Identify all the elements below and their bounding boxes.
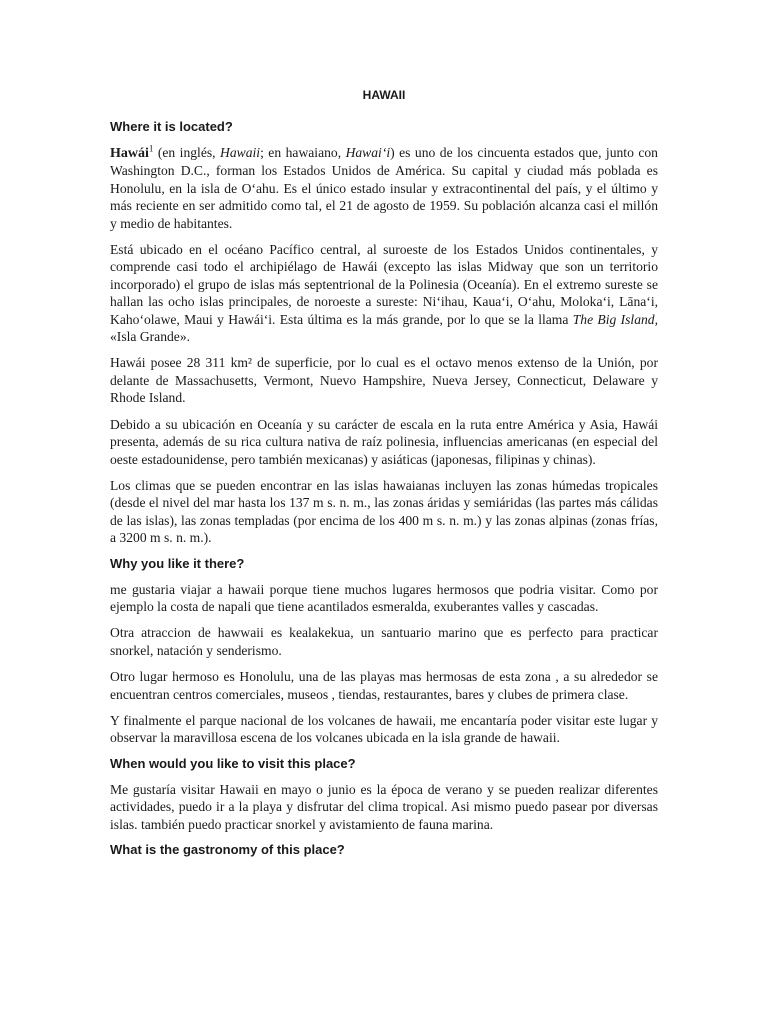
document-title: HAWAII bbox=[362, 88, 406, 102]
section-heading-location: Where it is located? bbox=[110, 119, 233, 134]
paragraph: Y finalmente el parque nacional de los volcanes de hawaii, me encantaría poder visitar este lugar y observar la maravillosa escena de los volcanes ubicada en la isla grande de hawaii. bbox=[110, 712, 658, 746]
section-heading-when: When would you like to visit this place? bbox=[110, 755, 356, 771]
paragraph: Otra atraccion de hawwaii es kealakekua, un santuario marino que es perfecto para practicar snorkel, natación y senderismo. bbox=[110, 625, 658, 658]
paragraph: Me gustaría visitar Hawaii en mayo o junio es la época de verano y se pueden realizar diferentes actividades, puedo ir a la playa y disfrutar del clima tropical. Asi mismo puedo pasear por diversas islas. también puedo practicar snorkel y avistamiento de fauna marina. bbox=[110, 781, 658, 832]
section-heading-gastronomy: What is the gastronomy of this place? bbox=[110, 842, 345, 857]
italic-run: The Big Island, bbox=[572, 311, 658, 327]
paragraph: me gustaria viajar a hawaii porque tiene muchos lugares hermosos que podria visitar. Como por ejemplo la costa de napali que tiene acantilados esmeralda, exuberantes valles y cascadas. bbox=[110, 581, 658, 614]
italic-run: Hawai‘i bbox=[345, 145, 391, 160]
section-heading-why: Why you like it there? bbox=[110, 555, 245, 571]
text-run: ) es uno de los cincuenta estados que, junto con Washington D.C., forman los Estados Unidos de América. Su capital y ciudad más poblada es Honolulu, en la isla de O‘ahu. Es el único estado insular y extracontinental del país, y el último y más reciente en ser admitido como tal, el 21 de agosto de 1959. Su población alcanza casi el millón y medio de habitantes. bbox=[110, 145, 658, 231]
paragraph bbox=[110, 241, 658, 345]
text-run: (en inglés, bbox=[153, 145, 221, 160]
text-run: Está ubicado en el océano Pacífico central, al suroeste de los Estados Unidos continentales, y comprende casi todo el archipiélago de Hawái (excepto las islas Midway que son un territorio incorporado) el grupo de islas más septentrional de la Polinesia (Oceanía). En el extremo sureste se hallan las ocho islas principales, de noroeste a sureste: Ni‘ihau, Kaua‘i, O‘ahu, Moloka‘i, Lāna‘i, Kaho‘olawe, Maui y Hawái‘i. Esta última es la más grande, por lo que se la llama bbox=[110, 242, 658, 327]
text-run: ; en hawaiano, bbox=[260, 145, 346, 160]
paragraph: Debido a su ubicación en Oceanía y su carácter de escala en la ruta entre América y Asia, Hawái presenta, además de su rica cultura nativa de raíz polinesia, influencias americanas (en especial del oeste estadounidense, pero también mexicanas) y asiáticas (japonesas, filipinas y chinas). bbox=[110, 416, 658, 467]
footnote-ref: 1 bbox=[148, 143, 154, 154]
italic-run: Hawaii bbox=[220, 145, 261, 160]
paragraph bbox=[110, 144, 658, 232]
paragraph: Otro lugar hermoso es Honolulu, una de las playas mas hermosas de esta zona , a su alrededor se encuentran centros comerciales, museos , tiendas, restaurantes, bares y clubes de primera clase. bbox=[110, 669, 658, 702]
paragraph: Hawái posee 28 311 km² de superficie, por lo cual es el octavo menos extenso de la Unión, por delante de Massachusetts, Vermont, Nuevo Hampshire, Nueva Jersey, Connecticut, Delaware y Rhode Island. bbox=[110, 355, 658, 406]
text-run: «Isla Grande». bbox=[110, 329, 191, 345]
lead-term: Hawái bbox=[110, 146, 149, 161]
paragraph: Los climas que se pueden encontrar en las islas hawaianas incluyen las zonas húmedas tropicales (desde el nivel del mar hasta los 137 m s. n. m., las zonas áridas y semiáridas (las partes más cálidas de las islas), las zonas templadas (por encima de los 400 m s. n. m.) y las zonas alpinas (zonas frías, a 3200 m s. n. m.). bbox=[110, 477, 658, 546]
